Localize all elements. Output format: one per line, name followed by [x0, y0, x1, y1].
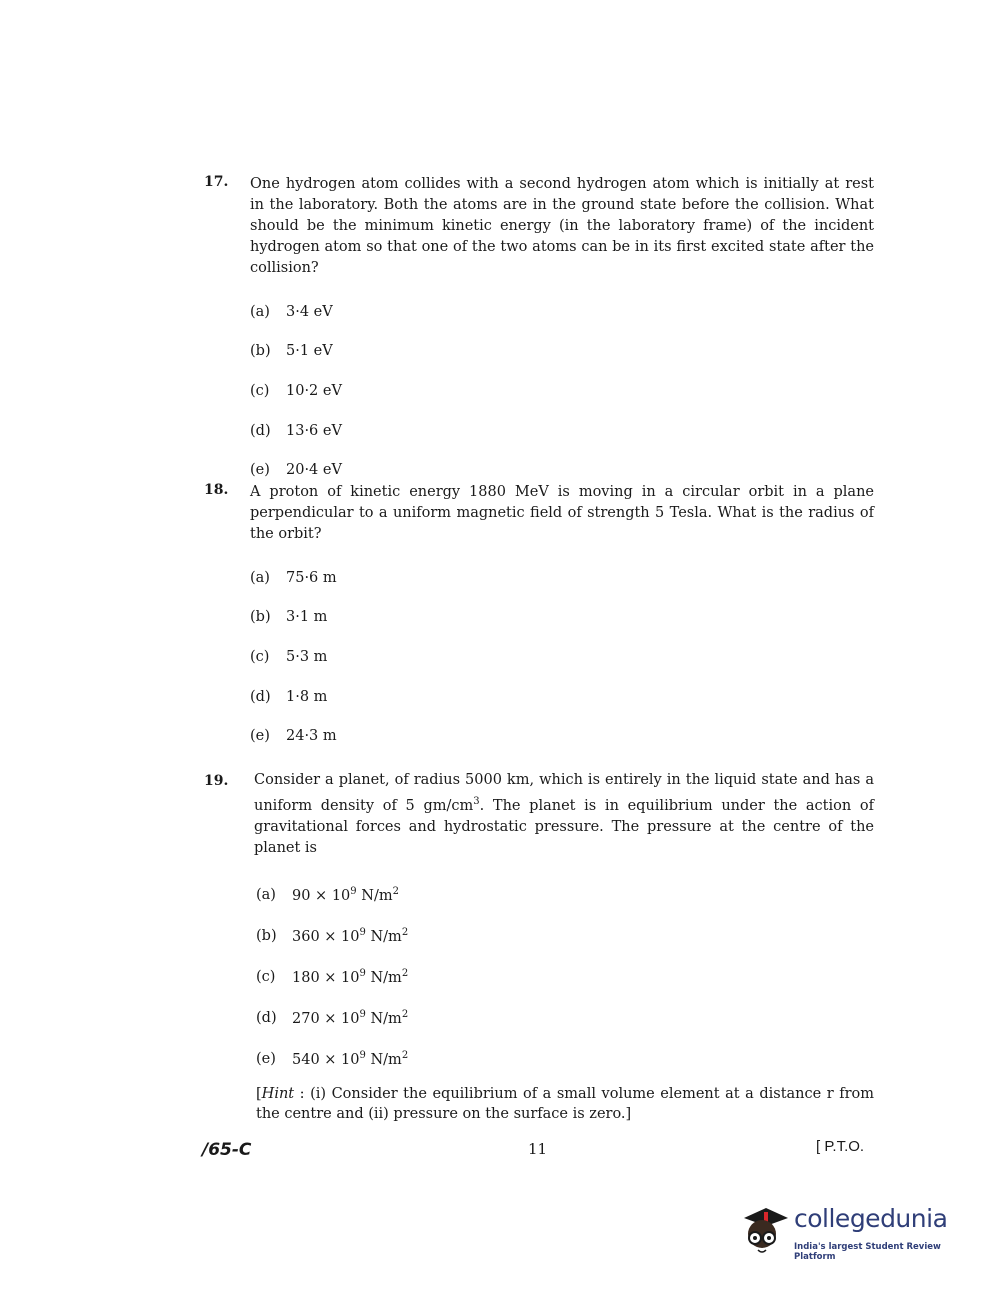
question-number: 18. — [204, 482, 229, 498]
option-label: (a) — [256, 887, 276, 904]
option-value — [292, 1009, 408, 1027]
logo-tagline: India's largest Student Review Platform — [794, 1242, 941, 1262]
option-e — [256, 1039, 874, 1080]
logo-name: collegedunia — [794, 1204, 948, 1233]
option-b — [250, 332, 874, 372]
option-label: (d) — [250, 422, 271, 439]
option-value: 1·8 m — [286, 688, 328, 705]
unit: N/m — [365, 970, 402, 987]
unit-exponent: 2 — [401, 927, 409, 939]
mantissa: 540 × 10 — [292, 1052, 360, 1069]
unit-exponent: 2 — [401, 968, 409, 980]
page-number: 11 — [528, 1140, 548, 1158]
question-text-part: Consider a planet, of radius 5000 km, which is entirely in the liquid state and has a uniform density of 5 gm/cm — [254, 772, 874, 814]
option-label: (e) — [256, 1051, 276, 1068]
option-value: 24·3 m — [286, 728, 337, 745]
option-value: 13·6 eV — [286, 422, 342, 439]
option-value — [292, 968, 408, 986]
option-label: (e) — [250, 462, 270, 479]
option-d — [256, 998, 874, 1039]
option-value: 75·6 m — [286, 569, 337, 586]
hint-label: Hint — [261, 1085, 295, 1102]
question-text-part: . The planet is in equilibrium under the action of gravitational forces and hydrostatic pressure. The pressure at the centre of the planet is — [254, 797, 874, 856]
question-18 — [204, 482, 874, 756]
options-list — [250, 292, 874, 490]
paper-code: /65-C — [202, 1140, 252, 1160]
exponent: 9 — [359, 968, 366, 980]
exponent: 9 — [359, 1009, 366, 1021]
unit-exponent: 2 — [392, 886, 399, 898]
unit: N/m — [365, 929, 402, 946]
exponent: 9 — [359, 1050, 366, 1062]
option-a — [250, 558, 874, 598]
option-value: 10·2 eV — [286, 382, 342, 399]
option-c — [250, 371, 874, 411]
option-value: 5·1 eV — [286, 343, 333, 360]
student-mascot-icon — [736, 1200, 794, 1258]
option-a — [256, 875, 874, 916]
option-label: (b) — [250, 343, 271, 360]
question-17 — [204, 174, 874, 490]
option-value: 5·3 m — [286, 648, 328, 665]
question-text — [254, 770, 874, 859]
question-text: A proton of kinetic energy 1880 MeV is moving in a circular orbit in a plane perpendicular to a uniform magnetic field of strength 5 Tesla. What is the radius of the orbit? — [250, 484, 874, 542]
unit: N/m — [365, 1011, 402, 1028]
exponent: 9 — [359, 927, 366, 939]
option-label: (c) — [250, 648, 270, 665]
options-list — [250, 558, 874, 756]
option-b — [250, 598, 874, 638]
option-label: (b) — [250, 609, 271, 626]
hint-bracket: [ — [256, 1085, 262, 1102]
option-a — [250, 292, 874, 332]
question-number: 19. — [204, 773, 229, 789]
hint-body: : (i) Consider the equilibrium of a small volume element at a distance r from the centre and (ii) pressure on the surface is zero.] — [256, 1085, 874, 1122]
mantissa: 90 × 10 — [292, 888, 351, 905]
hint-text — [256, 1084, 874, 1124]
option-label: (b) — [256, 928, 277, 945]
please-turn-over: [ P.T.O. — [816, 1138, 865, 1155]
collegedunia-logo — [736, 1196, 966, 1266]
option-label: (d) — [256, 1010, 277, 1027]
question-number: 17. — [204, 174, 229, 190]
option-label: (a) — [250, 303, 270, 320]
option-label: (d) — [250, 688, 271, 705]
option-b — [256, 916, 874, 957]
option-value — [292, 1050, 408, 1068]
question-text: One hydrogen atom collides with a second hydrogen atom which is initially at rest in the laboratory. Both the atoms are in the ground state before the collision. What should be the minimum kinetic energy (in the laboratory frame) of the incident hydrogen atom so that one of the two atoms can be in its first excited state after the collision? — [250, 176, 874, 276]
mantissa: 180 × 10 — [292, 970, 360, 987]
option-d — [250, 411, 874, 451]
option-c — [250, 637, 874, 677]
unit: N/m — [356, 888, 393, 905]
mantissa: 360 × 10 — [292, 929, 360, 946]
question-19 — [204, 770, 874, 1124]
option-value: 3·4 eV — [286, 303, 333, 320]
option-value: 3·1 m — [286, 609, 328, 626]
unit-exponent: 2 — [401, 1009, 409, 1021]
option-label: (c) — [256, 969, 276, 986]
unit: N/m — [365, 1052, 402, 1069]
option-e — [250, 716, 874, 756]
exponent: 9 — [350, 886, 357, 898]
option-c — [256, 957, 874, 998]
option-value: 20·4 eV — [286, 462, 342, 479]
option-label: (e) — [250, 728, 270, 745]
options-list — [256, 875, 874, 1080]
mantissa: 270 × 10 — [292, 1011, 360, 1028]
option-value — [292, 927, 408, 945]
unit-exponent: 2 — [401, 1050, 409, 1062]
option-label: (c) — [250, 382, 270, 399]
option-d — [250, 677, 874, 717]
superscript: 3 — [473, 796, 480, 807]
option-value — [292, 886, 399, 904]
option-label: (a) — [250, 569, 270, 586]
